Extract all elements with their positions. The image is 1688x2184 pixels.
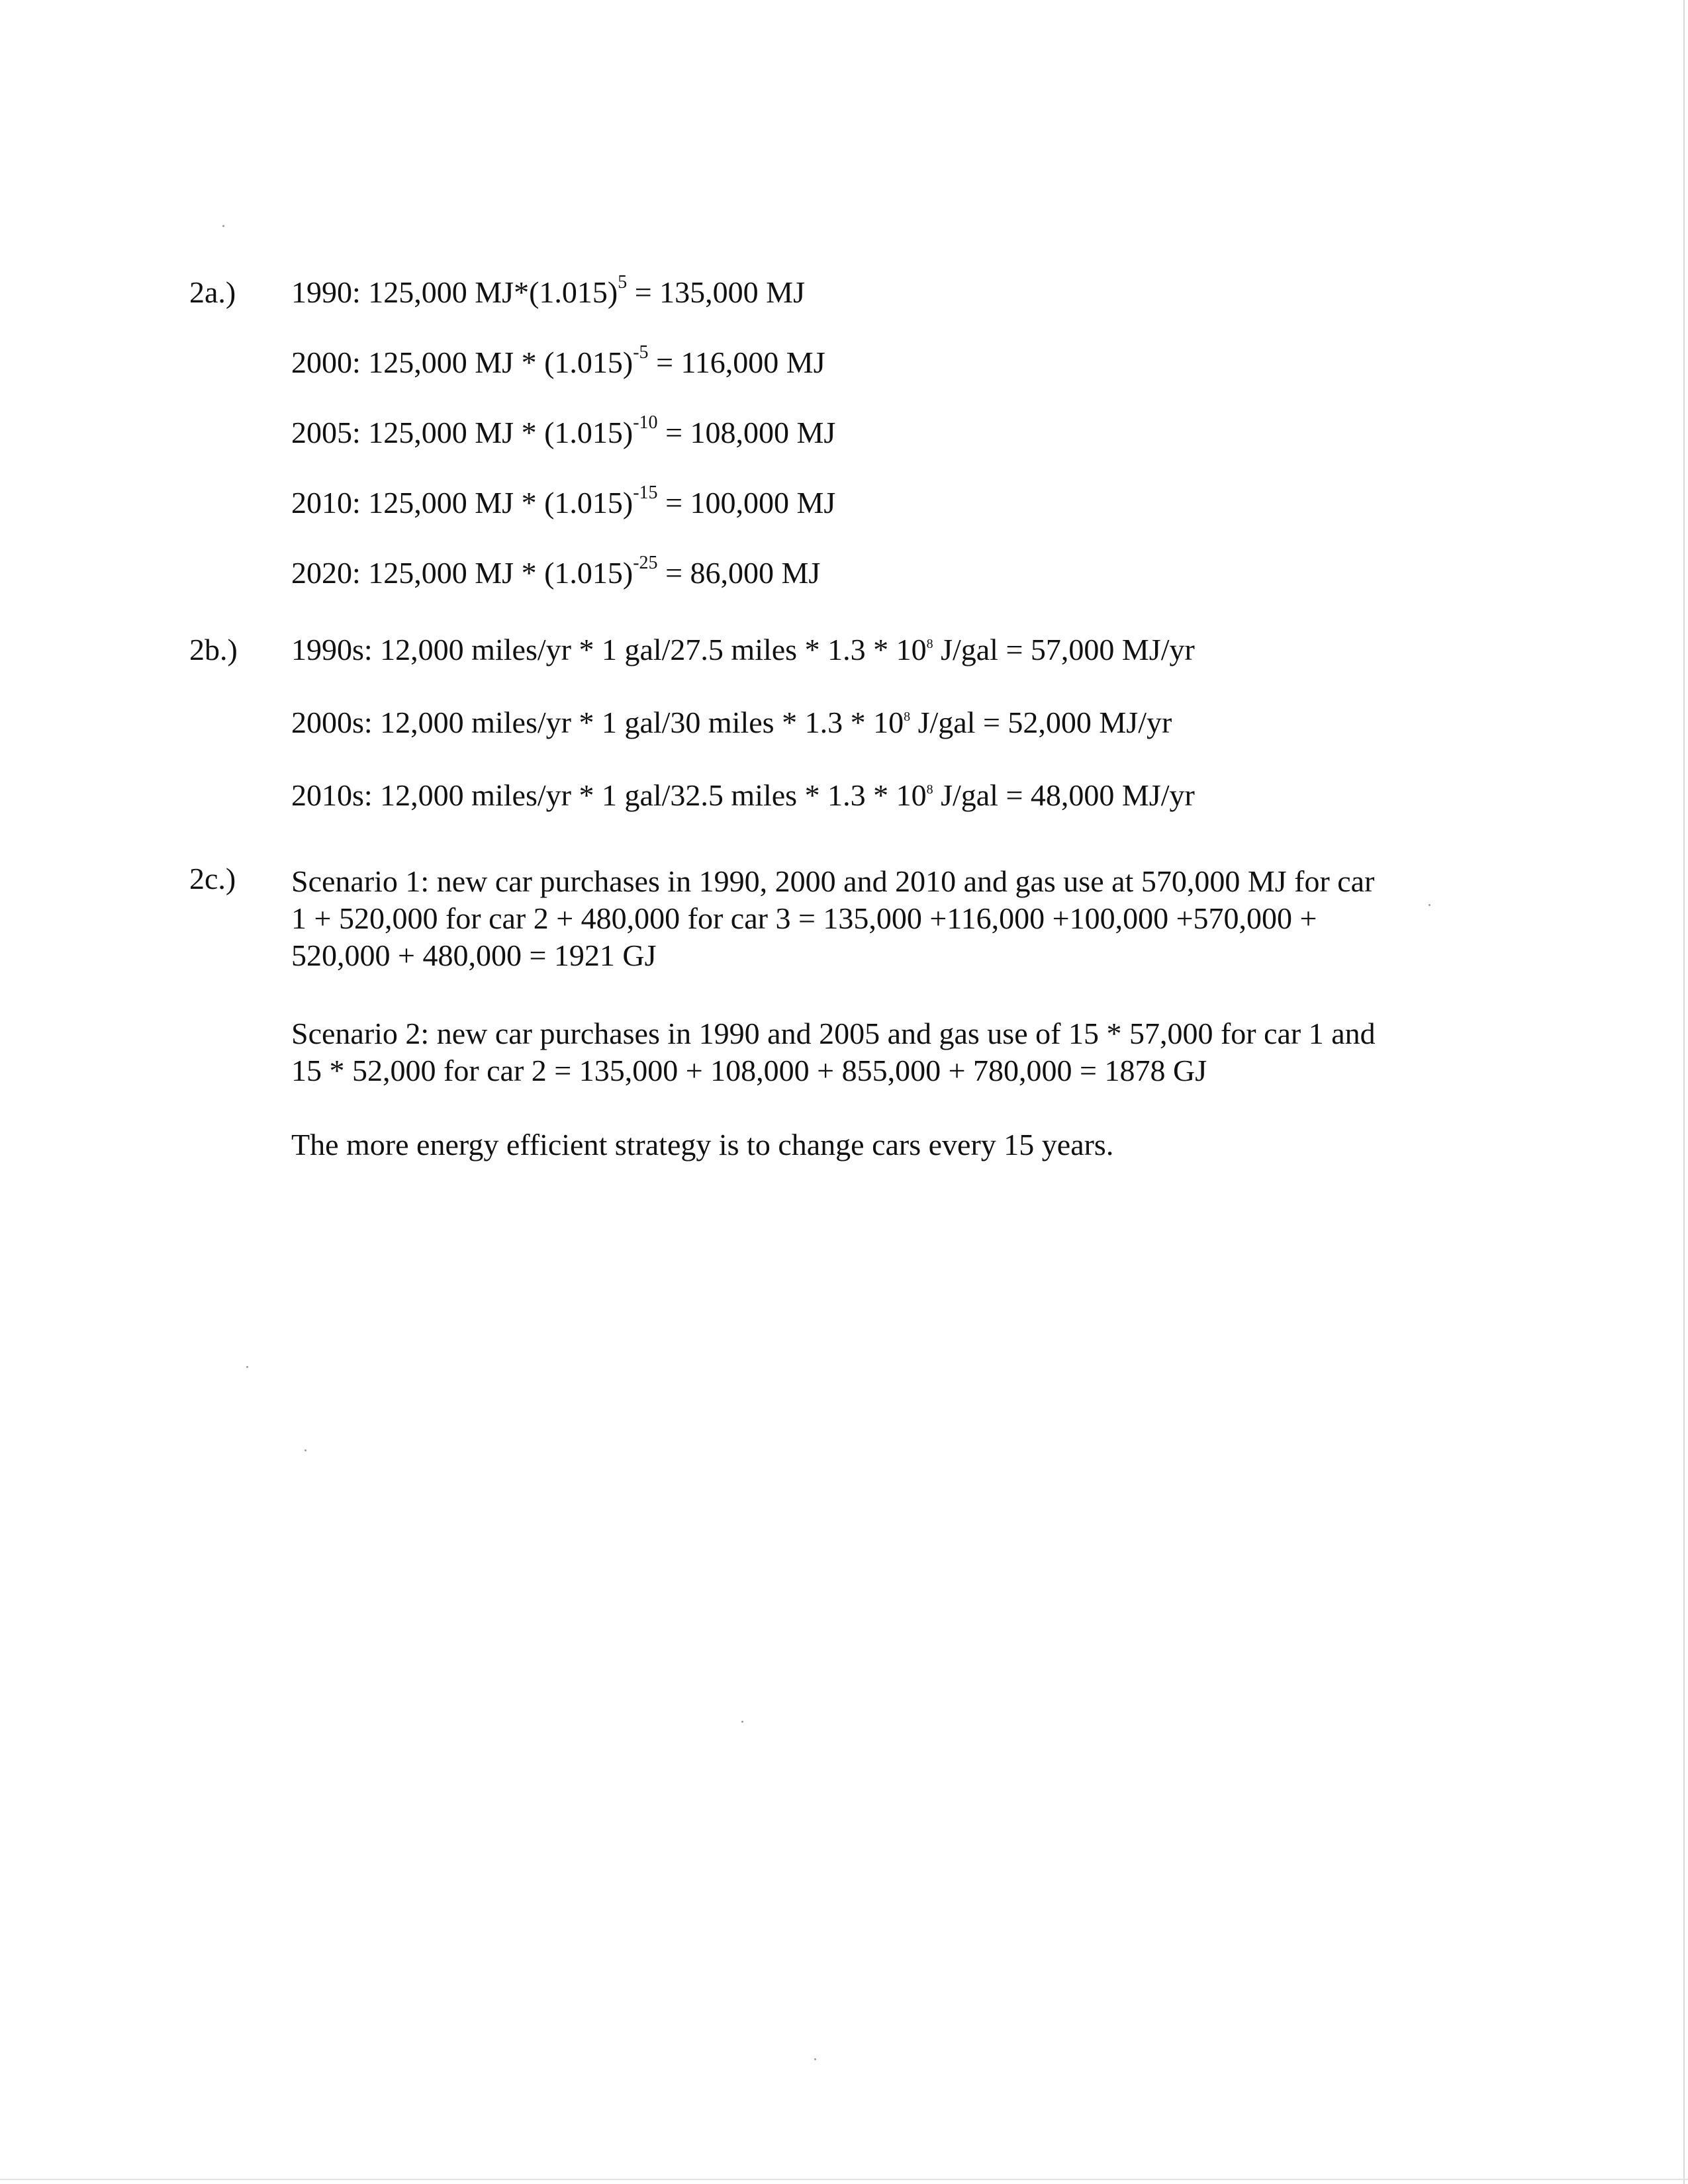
q2a-row-text: 2000: 125,000 MJ * (1.015) — [291, 345, 633, 379]
q2a-row-2000 — [291, 341, 825, 381]
q2b-exponent: 8 — [926, 636, 933, 651]
question-2a-label: 2a.) — [189, 275, 236, 309]
scenario-1-line: 1 + 520,000 for car 2 + 480,000 for car 3 = 135,000 +116,000 +100,000 +570,000 + — [291, 901, 1317, 935]
q2b-row-text: 2000s: 12,000 miles/yr * 1 gal/30 miles * 1.3 * 10 — [291, 705, 904, 739]
q2b-row-1990s — [291, 631, 1195, 668]
q2b-exponent: 8 — [926, 782, 933, 797]
scan-speck — [222, 225, 224, 227]
scenario-2-paragraph — [291, 1015, 1483, 1089]
scan-speck — [814, 2058, 816, 2060]
scan-edge-right — [1683, 0, 1685, 2184]
q2a-row-text: 2010: 125,000 MJ * (1.015) — [291, 486, 633, 520]
q2a-row-1990 — [291, 271, 805, 311]
q2b-exponent: 8 — [904, 709, 911, 724]
conclusion-text: The more energy efficient strategy is to change cars every 15 years. — [291, 1128, 1114, 1161]
q2a-row-text: 2020: 125,000 MJ * (1.015) — [291, 556, 633, 590]
scenario-2-line: 15 * 52,000 for car 2 = 135,000 + 108,000 + 855,000 + 780,000 = 1878 GJ — [291, 1054, 1207, 1087]
q2a-row-result: = 108,000 MJ — [657, 416, 836, 449]
question-2c-label: 2c.) — [189, 862, 236, 895]
q2a-row-2020 — [291, 552, 821, 592]
q2a-exponent: -5 — [633, 341, 649, 363]
q2a-row-text: 2005: 125,000 MJ * (1.015) — [291, 416, 633, 449]
scan-speck — [305, 1449, 306, 1451]
q2b-row-result: J/gal = 52,000 MJ/yr — [910, 705, 1172, 739]
q2b-row-result: J/gal = 48,000 MJ/yr — [933, 778, 1195, 812]
q2a-row-text: 1990: 125,000 MJ*(1.015) — [291, 275, 618, 309]
q2a-row-result: = 135,000 MJ — [627, 275, 805, 309]
q2a-exponent: -10 — [633, 412, 658, 433]
q2b-row-text: 1990s: 12,000 miles/yr * 1 gal/27.5 miles * 1.3 * 10 — [291, 633, 927, 666]
scenario-1-paragraph — [291, 863, 1483, 974]
q2a-row-2010 — [291, 484, 835, 522]
q2a-exponent: -15 — [633, 482, 658, 503]
scenario-1-line: 520,000 + 480,000 = 1921 GJ — [291, 938, 657, 972]
scan-speck — [1429, 904, 1430, 906]
scenario-1-line: Scenario 1: new car purchases in 1990, 2000 and 2010 and gas use at 570,000 MJ for car — [291, 864, 1375, 898]
q2b-row-text: 2010s: 12,000 miles/yr * 1 gal/32.5 miles * 1.3 * 10 — [291, 778, 927, 812]
q2a-row-result: = 86,000 MJ — [657, 556, 821, 590]
scan-speck — [741, 1721, 743, 1723]
q2a-exponent: -25 — [633, 552, 658, 573]
q2b-row-2010s — [291, 777, 1195, 814]
scan-speck — [246, 1366, 248, 1368]
q2a-exponent: 5 — [618, 271, 628, 293]
q2a-row-result: = 100,000 MJ — [657, 486, 836, 520]
question-2b-label: 2b.) — [189, 633, 238, 666]
scenario-2-line: Scenario 2: new car purchases in 1990 and 2005 and gas use of 15 * 57,000 for car 1 and — [291, 1017, 1376, 1050]
q2b-row-result: J/gal = 57,000 MJ/yr — [933, 633, 1195, 666]
q2b-row-2000s — [291, 704, 1172, 741]
scan-edge-bottom — [0, 2179, 1688, 2180]
q2a-row-result: = 116,000 MJ — [648, 345, 825, 379]
q2a-row-2005 — [291, 414, 835, 451]
